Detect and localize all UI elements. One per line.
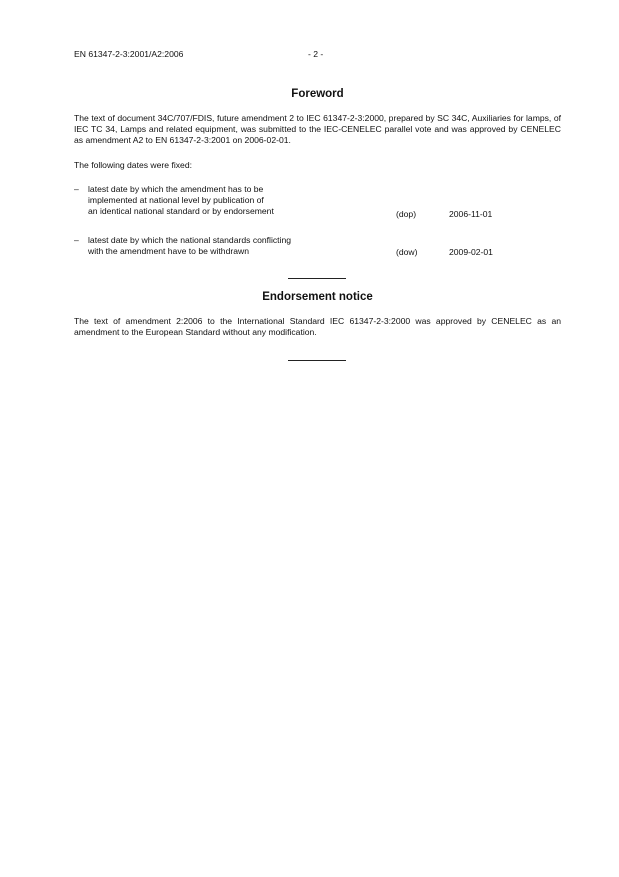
description-line: an identical national standard or by endorsement (88, 205, 274, 216)
section-divider (288, 360, 346, 361)
description-line: latest date by which the amendment has to be (88, 184, 264, 194)
section-divider (288, 278, 346, 279)
endorsement-paragraph: The text of amendment 2:2006 to the International Standard IEC 61347-2-3:2000 was approved by CENELEC as an amendment to the European Standard without any modification. (74, 316, 561, 337)
description-line: implemented at national level by publication of (88, 194, 264, 205)
foreword-title: Foreword (291, 88, 344, 100)
list-bullet: – (74, 235, 79, 245)
description-line: with the amendment have to be withdrawn (88, 245, 249, 256)
description-line: latest date by which the national standards conflicting (88, 235, 292, 245)
list-bullet: – (74, 184, 79, 194)
date-item-description (88, 184, 388, 216)
running-header: EN 61347-2-3:2001/A2:2006 (74, 49, 184, 59)
date-item-description (88, 235, 388, 257)
date-value: 2009-02-01 (449, 247, 493, 257)
dates-intro-paragraph: The following dates were fixed: (74, 160, 192, 170)
date-item-dow (74, 235, 564, 259)
foreword-intro-paragraph: The text of document 34C/707/FDIS, future amendment 2 to IEC 61347-2-3:2000, prepared by SC 34C, Auxiliaries for lamps, of IEC TC 34, Lamps and related equipment, was submitted to the IEC-CENELEC parallel vote and was approved by CENELEC as amendment A2 to EN 61347-2-3:2001 on 2006-02-01. (74, 113, 561, 145)
endorsement-title: Endorsement notice (262, 291, 373, 303)
page-number: - 2 - (308, 49, 324, 59)
date-abbreviation: (dop) (396, 209, 417, 219)
date-item-dop (74, 184, 564, 218)
date-value: 2006-11-01 (449, 209, 493, 219)
date-abbreviation: (dow) (396, 247, 418, 257)
